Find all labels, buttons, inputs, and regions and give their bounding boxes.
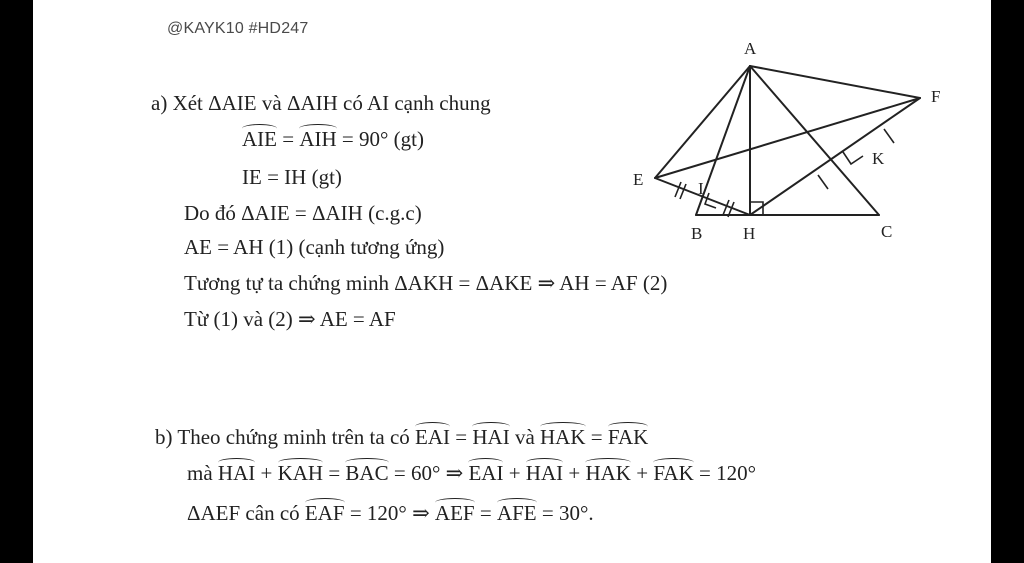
part-a-line-1 [151,90,491,116]
part-b-line-2 [187,458,756,486]
tick-hk [818,175,828,189]
segment-af [750,66,920,98]
equals-120-implies: = 120° ⇒ [344,501,435,525]
part-a-line-4: Do đó ΔAIE = ΔAIH (c.g.c) [184,201,422,225]
plus: + [503,461,526,485]
part-a-label: a) Xét [151,91,209,115]
plus: + [255,461,278,485]
watermark: @KAYK10 #HD247 [167,20,309,37]
angle-aih: AIH [299,124,336,150]
angle-aie: AIE [242,124,277,150]
triangle-figure [623,34,953,249]
angle-fak: FAK [653,458,693,484]
label-f: F [931,87,941,106]
label-a: A [744,39,757,58]
right-angle-text: = 90° (gt) [336,127,424,151]
angle-kah: KAH [278,458,324,484]
angle-hai: HAI [218,458,255,484]
equals: = [277,127,300,151]
angle-hai: HAI [472,422,509,448]
equals-120: = 120° [693,461,757,485]
label-k: K [872,149,885,168]
equals: = [585,425,608,449]
part-a-line-7: Từ (1) và (2) ⇒ AE = AF [184,307,396,331]
angle-eai: EAI [415,422,450,448]
sixty-implies: = 60° ⇒ [388,461,469,485]
part-a-line-2 [242,124,424,152]
angle-hak: HAK [585,458,631,484]
equals: = [323,461,346,485]
document-page [33,0,991,563]
segment-ab [696,66,750,215]
segment-hf [750,98,920,215]
right-angle-k [843,152,863,164]
part-a-line-3: IE = IH (gt) [242,165,342,189]
equals: = [474,501,497,525]
part-b-intro: b) Theo chứng minh trên ta có [155,425,416,449]
part-a-line-1-text: ΔAIE và ΔAIH có AI cạnh chung [208,91,491,115]
label-i: I [698,179,704,198]
angle-fak: FAK [608,422,648,448]
plus: + [630,461,654,485]
equals-30: = 30°. [536,501,594,525]
tick-ie-1 [675,182,681,197]
part-a-line-5: AE = AH (1) (cạnh tương ứng) [184,235,445,259]
tick-ie-2 [680,184,686,199]
label-h: H [743,224,756,243]
label-c: C [881,222,893,241]
angle-bac: BAC [345,458,388,484]
conjunction: và [509,425,541,449]
part-b-aef-isosceles: ΔAEF cân có [187,501,305,525]
label-e: E [633,170,644,189]
angle-eaf: EAF [305,498,345,524]
part-a-line-6: Tương tự ta chứng minh ΔAKH = ΔAKE ⇒ AH = AF (2) [184,271,668,295]
part-b-line-3 [187,498,594,526]
tick-kf [884,129,894,143]
part-b-ma: mà [187,461,218,485]
angle-eai: EAI [468,458,503,484]
label-b: B [691,224,703,243]
angle-hak: HAK [540,422,586,448]
equals: = [450,425,473,449]
segment-ae [655,66,750,178]
angle-hai: HAI [526,458,563,484]
plus: + [563,461,586,485]
angle-aef: AEF [435,498,475,524]
part-b-line-1 [155,422,648,450]
angle-afe: AFE [497,498,537,524]
